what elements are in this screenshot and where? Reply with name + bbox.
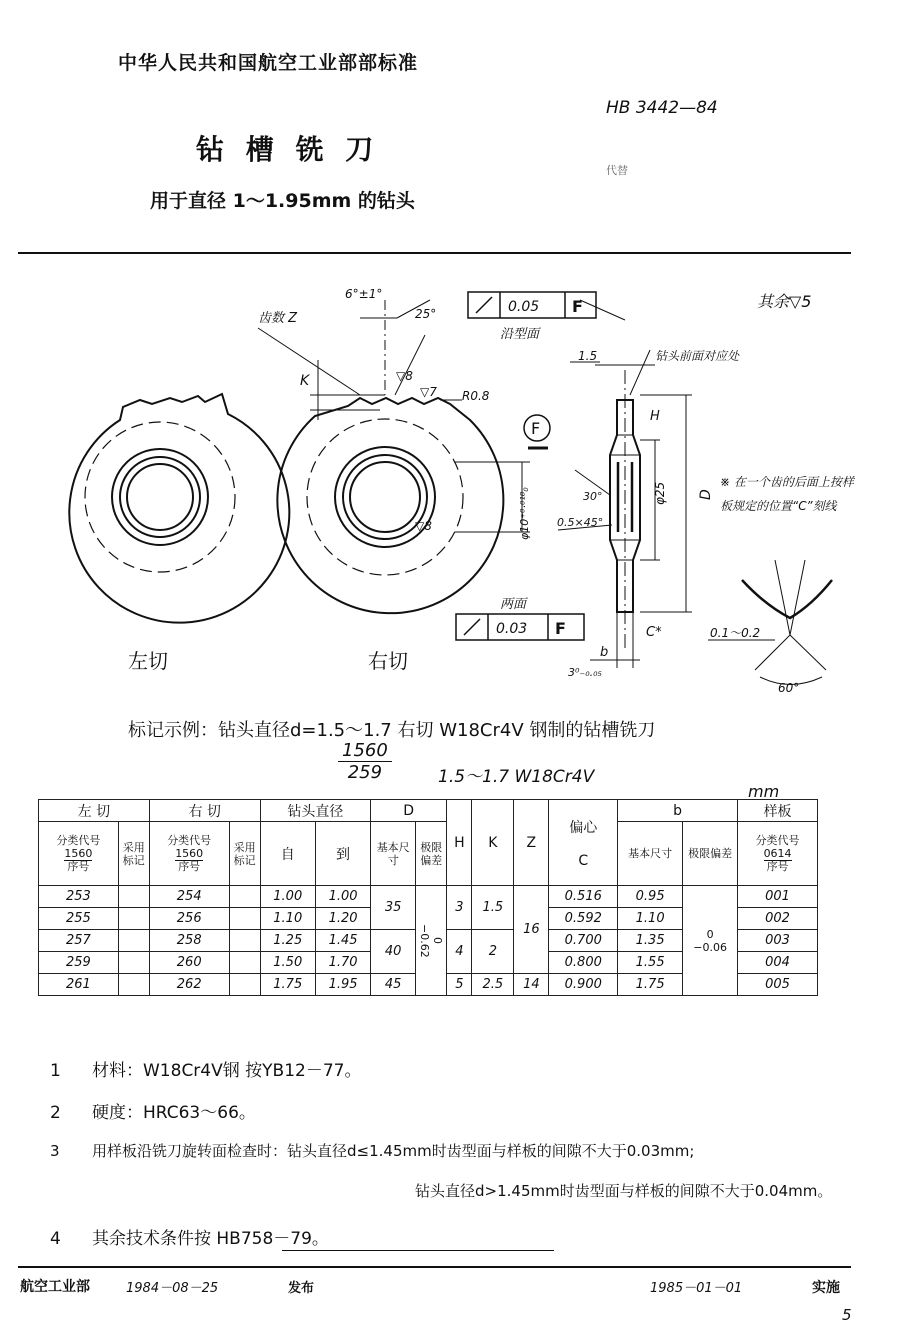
cell-from: 1.25	[260, 930, 315, 952]
width-3-label: 3⁰₋₀.₀₅	[568, 666, 602, 679]
cell-b-tolerance: 0 −0.06	[683, 886, 738, 996]
runout-bottom-caption: 两面	[500, 597, 527, 612]
header-left-code	[39, 822, 119, 886]
header-D: D	[371, 800, 447, 822]
cell-left-code: 257	[39, 930, 119, 952]
d-dim-label: D	[698, 489, 714, 500]
header-b-limit: 极限偏差	[683, 822, 738, 886]
header-left-cut: 左 切	[39, 800, 150, 822]
note-number: 1	[50, 1061, 61, 1081]
c-mark-label: C*	[646, 625, 662, 640]
cell-right-code: 254	[149, 886, 229, 908]
cell-to: 1.20	[315, 908, 370, 930]
tpl-seq: 序号	[766, 860, 789, 873]
marking-example-code	[338, 740, 392, 783]
notes-end-rule	[282, 1250, 554, 1251]
tpl-code-0614: 0614	[763, 847, 792, 860]
document-subtitle: 用于直径 1～1.95mm 的钻头	[150, 190, 415, 212]
cell-from: 1.00	[260, 886, 315, 908]
cell-from: 1.10	[260, 908, 315, 930]
right-cut-label: 右切	[368, 649, 408, 673]
org-standard-title: 中华人民共和国航空工业部部标准	[118, 52, 419, 74]
roughness-8-bore: ▽8	[415, 519, 432, 533]
tooth-template-detail	[708, 560, 832, 685]
note-1	[50, 1056, 361, 1081]
bore-dim-label: φ10⁺⁰·⁰¹⁸₀	[518, 487, 531, 540]
effective-date: 1985－01－01	[650, 1281, 743, 1296]
header-right-cut: 右 切	[149, 800, 260, 822]
cell-b: 1.55	[618, 952, 683, 974]
cell-K: 2	[472, 930, 514, 974]
cell-ecc: 0.700	[549, 930, 618, 952]
b-dim-label: b	[600, 645, 609, 660]
header-Z: Z	[514, 800, 549, 886]
dimensions-table	[38, 799, 818, 996]
issue-date: 1984－08－25	[126, 1281, 219, 1296]
cell-template: 001	[738, 886, 818, 908]
note-number: 3	[50, 1142, 60, 1160]
marking-example-line: 标记示例：钻头直径d=1.5～1.7 右切 W18Cr4V 钢制的钻槽铣刀	[128, 720, 656, 741]
roughness-7-top: ▽7	[420, 385, 437, 399]
left-class-code: 分类代号	[56, 834, 101, 847]
example-code-bottom: 259	[347, 762, 383, 783]
cell-H: 4	[447, 930, 472, 974]
cell-ecc: 0.900	[549, 974, 618, 996]
note-number: 2	[50, 1103, 61, 1123]
marking-note-line1: ※ 在一个齿的后面上按样	[720, 475, 854, 489]
cell-template: 003	[738, 930, 818, 952]
runout-top-value: 0.05	[508, 299, 540, 315]
cell-left-code: 255	[39, 908, 119, 930]
runout-top-caption: 沿型面	[500, 327, 540, 342]
marking-example-spec: 1.5～1.7 W18Cr4V	[438, 767, 595, 787]
cell-left-code: 261	[39, 974, 119, 996]
note-number: 4	[50, 1229, 61, 1249]
cell-Z: 16	[514, 886, 549, 974]
cell-H: 3	[447, 886, 472, 930]
radius-label: R0.8	[462, 389, 490, 403]
header-ecc-label: 偏心	[569, 819, 598, 836]
tooth-count-label: 齿数 Z	[258, 311, 298, 326]
document-title: 钻 槽 铣 刀	[196, 133, 380, 166]
cell-right-code: 262	[149, 974, 229, 996]
tpl-class-code: 分类代号	[755, 834, 800, 847]
left-cut-label: 左切	[128, 649, 168, 673]
header-b: b	[618, 800, 738, 822]
header-drill-diameter: 钻头直径	[260, 800, 371, 822]
right-seq: 序号	[178, 860, 201, 873]
runout-top-datum: F	[572, 297, 583, 316]
cell-ecc: 0.800	[549, 952, 618, 974]
note-4	[50, 1224, 329, 1249]
cell-left-code: 253	[39, 886, 119, 908]
note-3-continued	[415, 1180, 832, 1201]
angle-6deg-label: 6°±1°	[345, 287, 383, 301]
cell-left-code: 259	[39, 952, 119, 974]
angle-30deg-label: 30°	[583, 490, 603, 503]
standard-number: HB 3442—84	[606, 98, 718, 118]
note-3	[50, 1140, 694, 1161]
table-row	[39, 886, 818, 908]
cell-to: 1.95	[315, 974, 370, 996]
chamfer-label: 0.5×45°	[557, 516, 604, 529]
cell-D: 35	[371, 886, 416, 930]
angle-60deg-label: 60°	[778, 681, 800, 695]
cell-template: 002	[738, 908, 818, 930]
cell-b: 0.95	[618, 886, 683, 908]
header-C: C	[578, 852, 589, 869]
datum-f-letter: F	[531, 419, 541, 438]
header-b-basic: 基本尺寸	[618, 822, 683, 886]
cell-to: 1.70	[315, 952, 370, 974]
runout-bottom-value: 0.03	[496, 621, 528, 637]
implemented-label: 实施	[812, 1280, 840, 1296]
cell-H: 5	[447, 974, 472, 996]
dim-1-5: 1.5	[578, 349, 598, 363]
cell-D: 45	[371, 974, 416, 996]
left-code-1560: 1560	[64, 847, 93, 860]
surface-finish-note: 其余▽5	[757, 292, 812, 311]
angle-25deg-label: 25°	[415, 307, 437, 321]
drill-face-note: 钻头前面对应处	[655, 349, 740, 363]
note-text: 硬度：HRC63～66。	[92, 1103, 256, 1123]
cell-b: 1.75	[618, 974, 683, 996]
cell-from: 1.50	[260, 952, 315, 974]
cell-to: 1.45	[315, 930, 370, 952]
left-seq: 序号	[67, 860, 90, 873]
note-text: 材料：W18Cr4V钢 按YB12－77。	[92, 1061, 362, 1081]
header-right-code	[149, 822, 229, 886]
cell-right-code: 260	[149, 952, 229, 974]
replaces-label: 代替	[606, 164, 628, 177]
header-D-basic: 基本尺寸	[371, 822, 416, 886]
cell-K: 1.5	[472, 886, 514, 930]
header-from: 自	[260, 822, 315, 886]
runout-bottom-datum: F	[555, 619, 566, 638]
roughness-8-top: ▽8	[396, 369, 413, 383]
cell-ecc: 0.516	[549, 886, 618, 908]
header-right-adopt: 采用标记	[229, 822, 260, 886]
gap-label: 0.1～0.2	[710, 626, 761, 640]
cell-b: 1.10	[618, 908, 683, 930]
left-cut-cutter-view	[69, 394, 289, 623]
cell-b: 1.35	[618, 930, 683, 952]
cell-D: 40	[371, 930, 416, 974]
header-template-code	[738, 822, 818, 886]
right-class-code: 分类代号	[167, 834, 212, 847]
example-code-top: 1560	[338, 740, 392, 762]
cell-K: 2.5	[472, 974, 514, 996]
dia-25-label: φ25	[653, 481, 667, 505]
note-text: 钻头直径d>1.45mm时齿型面与样板的间隙不大于0.04mm。	[415, 1182, 833, 1200]
cell-right-code: 256	[149, 908, 229, 930]
issuer: 航空工业部	[20, 1279, 90, 1295]
header-D-limit: 极限偏差	[416, 822, 447, 886]
page-number: 5	[842, 1306, 852, 1324]
cell-right-code: 258	[149, 930, 229, 952]
header-template: 样板	[738, 800, 818, 822]
cell-to: 1.00	[315, 886, 370, 908]
marking-note-line2: 板规定的位置“C”刻线	[720, 499, 837, 513]
cell-ecc: 0.592	[549, 908, 618, 930]
k-dim-label: K	[300, 373, 310, 389]
header-eccentricity	[549, 800, 618, 886]
table-unit: mm	[748, 782, 780, 801]
header-K: K	[472, 800, 514, 886]
header-to: 到	[315, 822, 370, 886]
header-H: H	[447, 800, 472, 886]
right-cut-cutter-view	[258, 300, 530, 613]
note-2	[50, 1098, 256, 1123]
cell-template: 004	[738, 952, 818, 974]
issued-label: 发布	[288, 1281, 315, 1296]
note-text: 其余技术条件按 HB758－79。	[92, 1229, 329, 1249]
note-text: 用样板沿铣刀旋转面检查时：钻头直径d≤1.45mm时齿型面与样板的间隙不大于0.03mm;	[92, 1142, 695, 1160]
cell-Z: 14	[514, 974, 549, 996]
right-code-1560: 1560	[175, 847, 204, 860]
cell-D-tolerance: 0 −0.62	[416, 886, 447, 996]
header-left-adopt: 采用标记	[118, 822, 149, 886]
h-dim-label: H	[650, 409, 660, 424]
cell-from: 1.75	[260, 974, 315, 996]
footer-rule	[18, 1266, 851, 1268]
cell-template: 005	[738, 974, 818, 996]
